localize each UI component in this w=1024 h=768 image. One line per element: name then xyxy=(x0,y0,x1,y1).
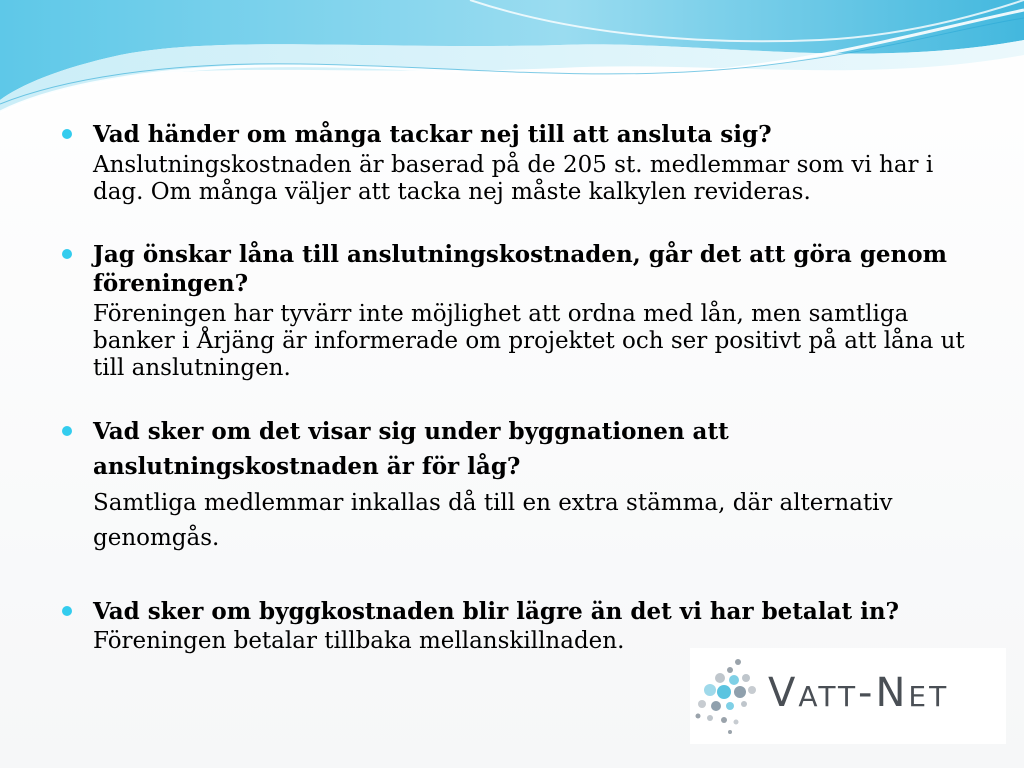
qa-item xyxy=(62,120,982,206)
answer-text: Samtliga medlemmar inkallas då till en extra stämma, där alternativ genomgås. xyxy=(93,490,893,551)
bullet-icon xyxy=(62,606,72,616)
vatt-net-logo xyxy=(690,648,1006,744)
question-text: Jag önskar låna till anslutningskostnaden, går det att göra genom föreningen? xyxy=(93,241,947,297)
question-text: Vad händer om många tackar nej till att ansluta sig? xyxy=(93,121,772,148)
dots-swirl-icon xyxy=(690,648,770,744)
bullet-icon xyxy=(62,249,72,259)
question-text: Vad sker om byggkostnaden blir lägre än det vi har betalat in? xyxy=(93,598,900,625)
answer-text: Anslutningskostnaden är baserad på de 205 st. medlemmar som vi har i dag. Om många väljer att tacka nej måste kalkylen revideras. xyxy=(93,152,934,205)
bullet-icon xyxy=(62,426,72,436)
answer-text: Föreningen betalar tillbaka mellanskillnaden. xyxy=(93,628,625,654)
qa-item xyxy=(62,240,982,382)
bullet-icon xyxy=(62,129,72,139)
logo-wordmark: Vatt-Net xyxy=(768,670,950,716)
qa-item xyxy=(62,597,982,655)
question-text: Vad sker om det visar sig under byggnationen att anslutningskostnaden är för låg? xyxy=(93,418,729,480)
qa-item xyxy=(62,414,982,556)
answer-text: Föreningen har tyvärr inte möjlighet att ordna med lån, men samtliga banker i Årjäng är informerade om projektet och ser positivt på att låna ut till anslutningen. xyxy=(93,301,965,381)
